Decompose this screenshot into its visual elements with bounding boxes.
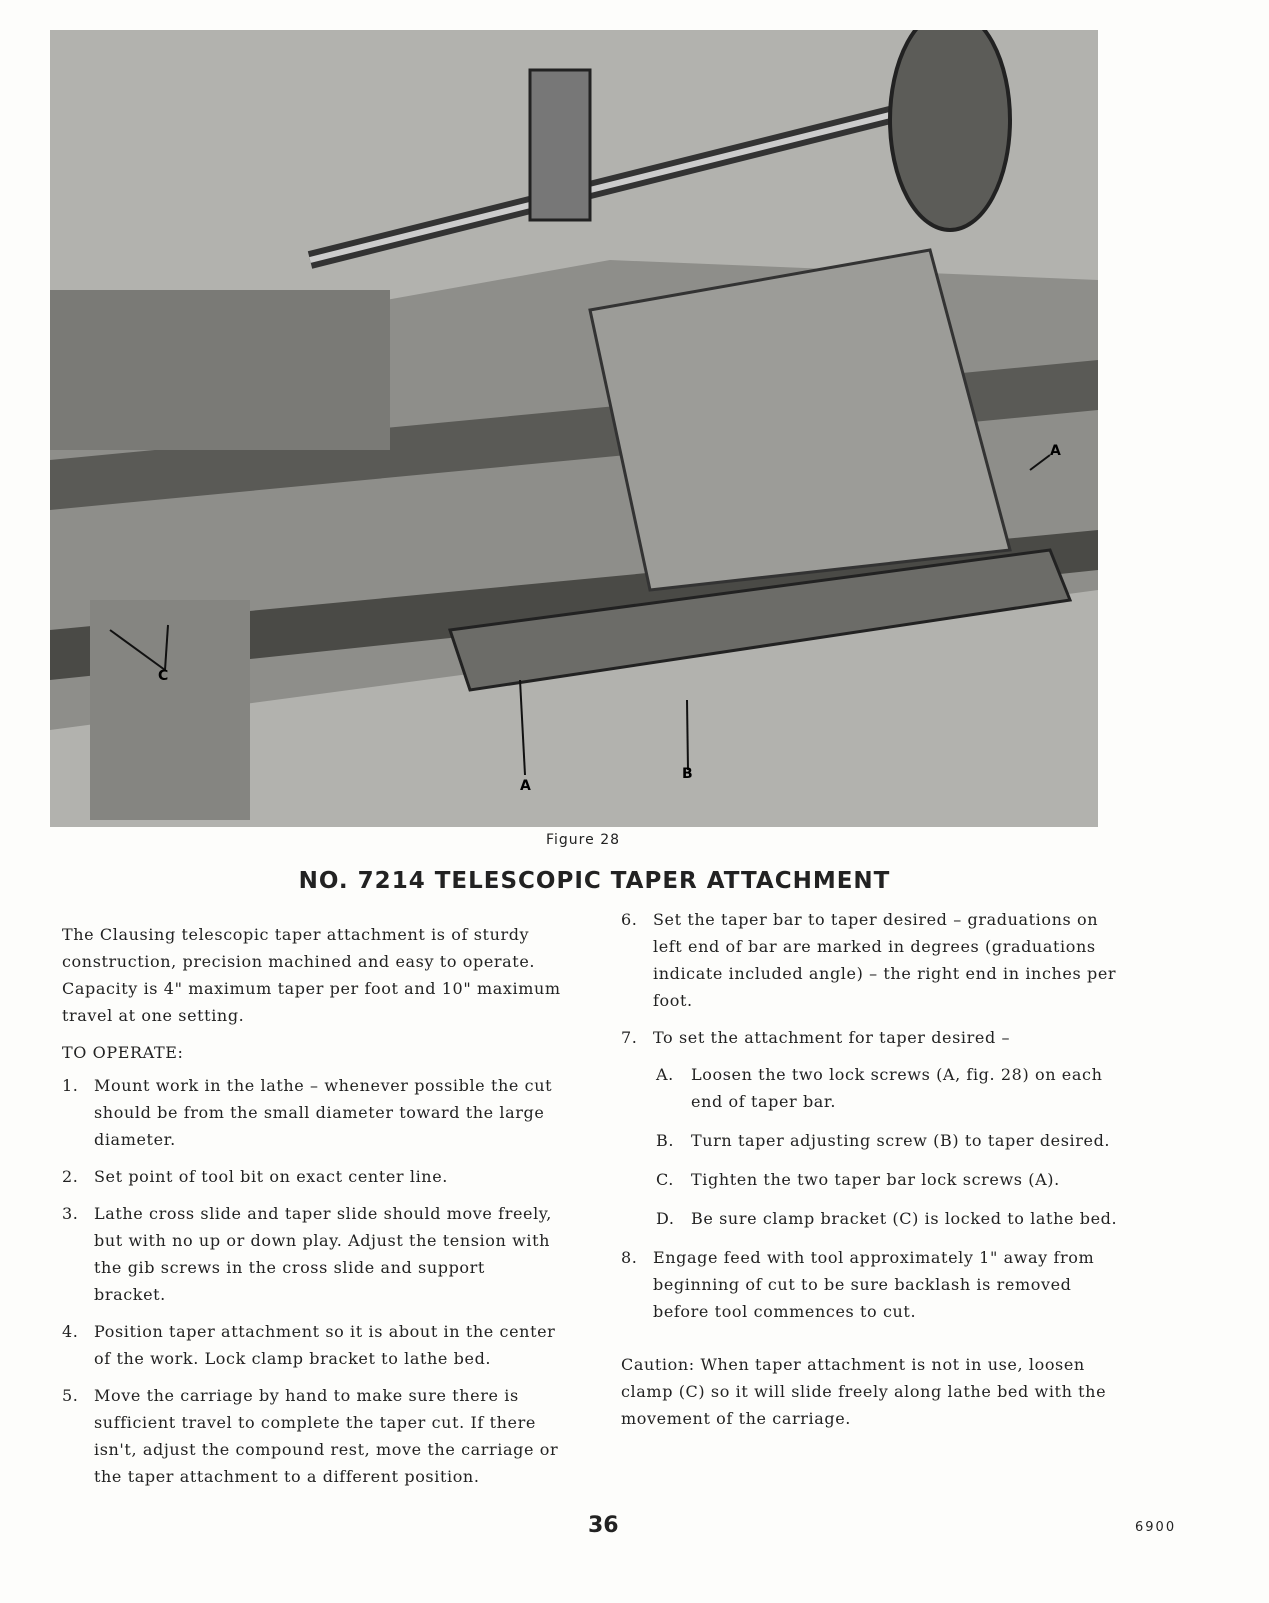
step-number: 6. <box>621 910 638 929</box>
step-3 <box>62 1200 562 1308</box>
step-text: To set the attachment for taper desired – <box>653 1028 1011 1047</box>
step-text: Move the carriage by hand to make sure there is sufficient travel to complete the taper cut. If there isn't, adjust the compound rest, move the carriage or the taper attachment to a different position. <box>94 1386 559 1486</box>
substep-c <box>656 1166 1121 1193</box>
step-8 <box>621 1244 1121 1325</box>
step-number: 3. <box>62 1204 79 1223</box>
step-1 <box>62 1072 562 1153</box>
substep-text: Turn taper adjusting screw (B) to taper desired. <box>691 1131 1111 1150</box>
substep-text: Loosen the two lock screws (A, fig. 28) on each end of taper bar. <box>691 1065 1103 1111</box>
step-text: Engage feed with tool approximately 1" away from beginning of cut to be sure backlash is removed before tool commences to cut. <box>653 1248 1095 1321</box>
right-column <box>621 906 1121 1442</box>
section-heading: TO OPERATE: <box>62 1043 184 1062</box>
document-code: 6900 <box>1135 1520 1177 1535</box>
callout-a-bottom: A <box>520 778 531 794</box>
step-number: 2. <box>62 1167 79 1186</box>
step-text: Lathe cross slide and taper slide should move freely, but with no up or down play. Adjust the tension with the gib screws in the cross slide and support bracket. <box>94 1204 552 1304</box>
step-text: Position taper attachment so it is about in the center of the work. Lock clamp bracket to lathe bed. <box>94 1322 556 1368</box>
substep-letter: B. <box>656 1131 675 1150</box>
step-number: 8. <box>621 1248 638 1267</box>
callout-b: B <box>682 766 693 782</box>
substep-letter: C. <box>656 1170 674 1189</box>
substep-text: Tighten the two taper bar lock screws (A). <box>691 1170 1060 1189</box>
step-text: Set point of tool bit on exact center line. <box>94 1167 448 1186</box>
step-4 <box>62 1318 562 1372</box>
step-number: 4. <box>62 1322 79 1341</box>
substep-letter: A. <box>656 1065 674 1084</box>
substep-text: Be sure clamp bracket (C) is locked to lathe bed. <box>691 1209 1118 1228</box>
step-2 <box>62 1163 562 1190</box>
intro-paragraph: The Clausing telescopic taper attachment is of sturdy construction, precision machined and easy to operate. Capacity is 4" maximum taper per foot and 10" maximum travel at one setting. <box>62 925 561 1025</box>
step-number: 1. <box>62 1076 79 1095</box>
page-number: 36 <box>588 1513 619 1538</box>
step-text: Set the taper bar to taper desired – graduations on left end of bar are marked in degrees (graduations indicate included angle) – the right end in inches per foot. <box>653 910 1117 1010</box>
substep-d <box>656 1205 1121 1232</box>
step-number: 5. <box>62 1386 79 1405</box>
substep-a <box>656 1061 1121 1115</box>
step-6 <box>621 906 1121 1014</box>
figure-caption: Figure 28 <box>546 832 621 848</box>
step-5 <box>62 1382 562 1490</box>
step-text: Mount work in the lathe – whenever possible the cut should be from the small diameter toward the large diameter. <box>94 1076 553 1149</box>
figure-28-photo <box>50 30 1098 827</box>
callout-c: C <box>158 668 169 684</box>
caution-note: Caution: When taper attachment is not in use, loosen clamp (C) so it will slide freely along lathe bed with the movement of the carriage. <box>621 1355 1107 1428</box>
callout-line-b <box>687 700 688 770</box>
step-number: 7. <box>621 1028 638 1047</box>
step-7 <box>621 1024 1121 1051</box>
substep-letter: D. <box>656 1209 675 1228</box>
left-column <box>62 921 562 1500</box>
substep-b <box>656 1127 1121 1154</box>
page-title: NO. 7214 TELESCOPIC TAPER ATTACHMENT <box>298 868 891 894</box>
callout-a-right: A <box>1050 443 1061 459</box>
